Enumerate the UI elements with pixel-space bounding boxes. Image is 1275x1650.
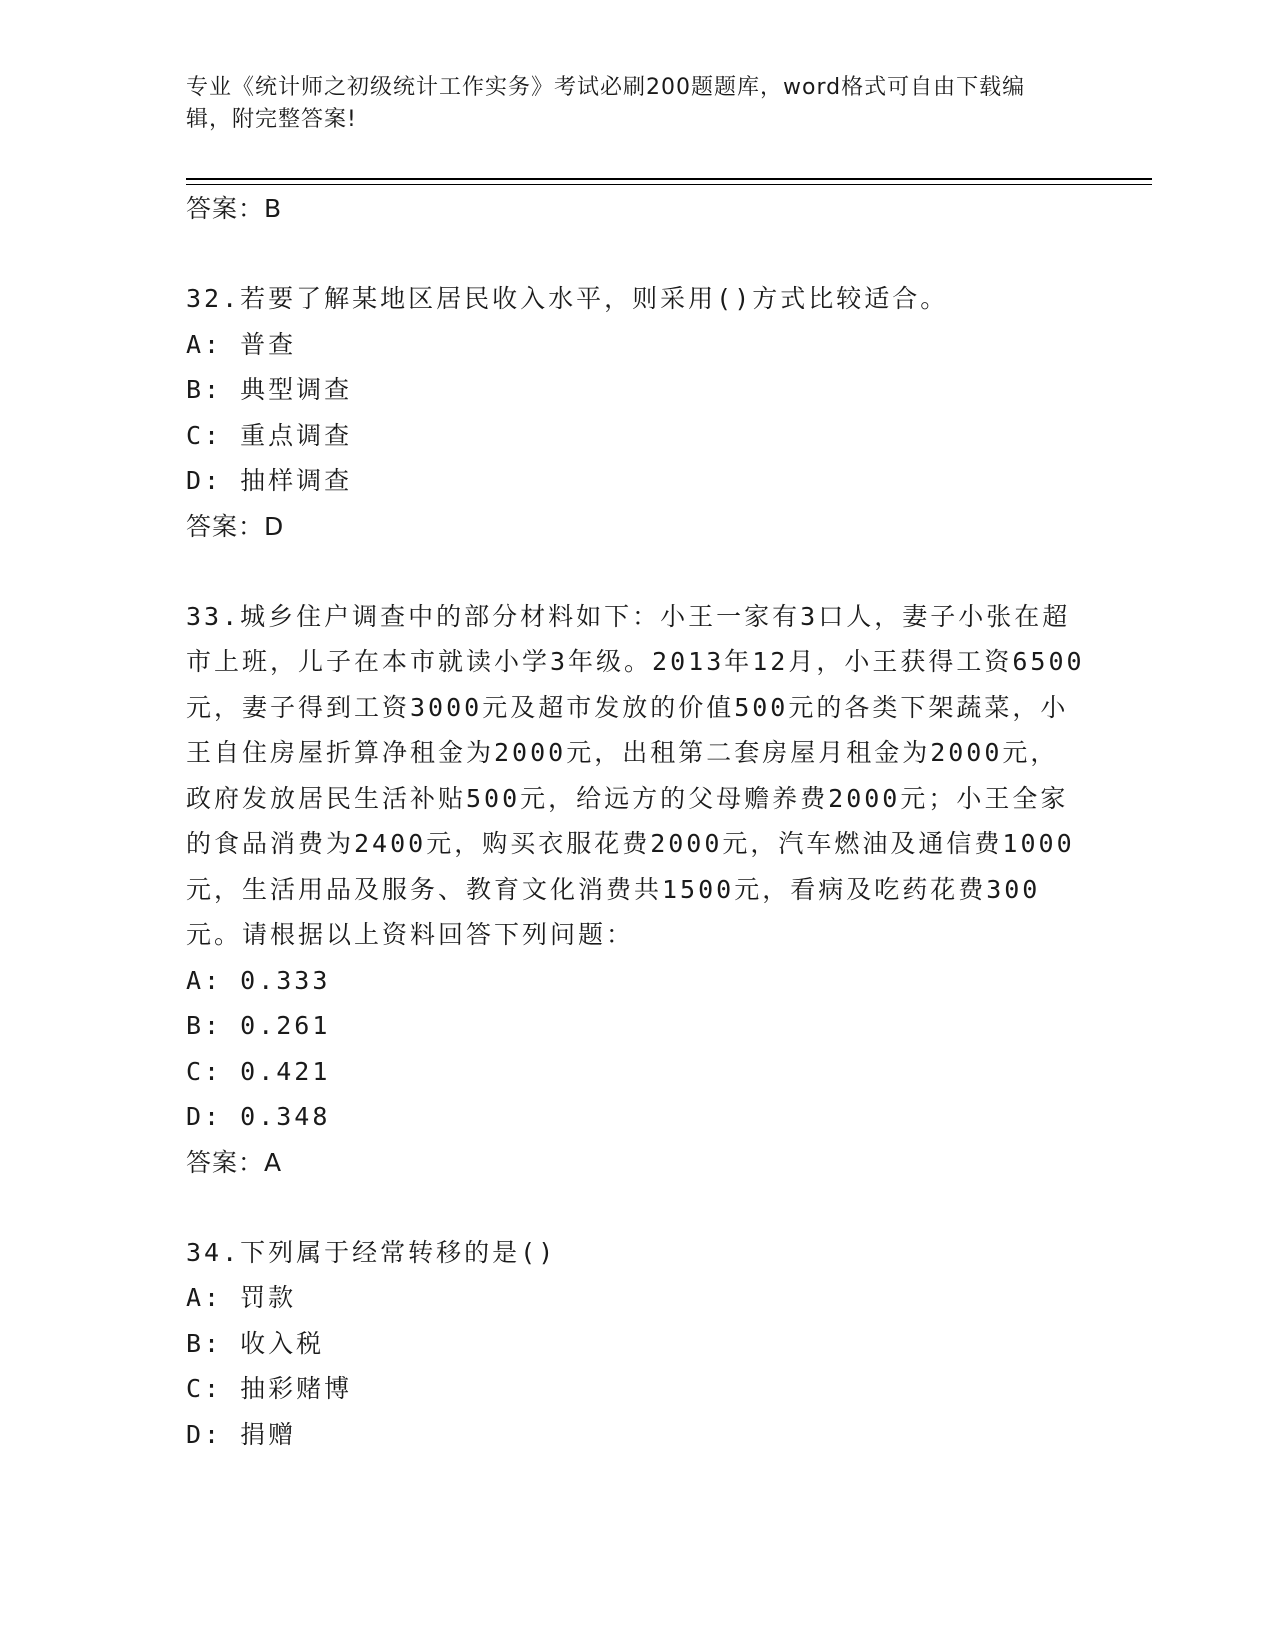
document-header: 专业《统计师之初级统计工作实务》考试必刷200题题库，word格式可自由下载编辑，附完整答案! [186, 75, 1026, 132]
question-32 [186, 276, 1086, 550]
question-stem: 34.下列属于经常转移的是() [186, 1237, 557, 1267]
option-d: D: 抽样调查 [186, 466, 353, 495]
spacer [186, 1186, 1086, 1230]
option-d: D: 捐赠 [186, 1419, 297, 1449]
answer: 答案：D [186, 511, 285, 541]
option-a: A: 普查 [186, 329, 297, 359]
option-a: A: 罚款 [186, 1283, 297, 1312]
spacer [186, 550, 1086, 594]
question-list [186, 186, 1086, 1457]
spacer [186, 232, 1086, 276]
header-rule-thick [186, 178, 1152, 180]
option-c: C: 重点调查 [186, 420, 353, 450]
option-c: C: 0.421 [186, 1056, 331, 1086]
option-b: B: 典型调查 [186, 375, 353, 404]
option-c: C: 抽彩赌博 [186, 1374, 353, 1403]
question-stem: 32.若要了解某地区居民收入水平，则采用()方式比较适合。 [186, 284, 949, 313]
answer: 答案：A [186, 1147, 283, 1177]
option-b: B: 0.261 [186, 1011, 331, 1040]
option-d: D: 0.348 [186, 1102, 331, 1131]
question-33 [186, 594, 1086, 1186]
question-34 [186, 1230, 1086, 1458]
header-rule-thin [186, 184, 1152, 185]
question-stem: 33.城乡住户调查中的部分材料如下：小王一家有3口人，妻子小张在超市上班，儿子在本市就读小学3年级。2013年12月，小王获得工资6500元，妻子得到工资3000元及超市发放的价值500元的各类下架蔬菜，小王自住房屋折算净租金为2000元，出租第二套房屋月租金为2000元，政府发放居民生活补贴500元，给远方的父母赡养费2000元；小王全家的食品消费为2400元，购买衣服花费2000元，汽车燃油及通信费1000元，生活用品及服务、教育文化消费共1500元，看病及吃药花费300元。请根据以上资料回答下列问题： [186, 601, 1085, 949]
previous-answer: 答案：B [186, 194, 283, 223]
option-b: B: 收入税 [186, 1328, 325, 1358]
option-a: A: 0.333 [186, 965, 331, 995]
